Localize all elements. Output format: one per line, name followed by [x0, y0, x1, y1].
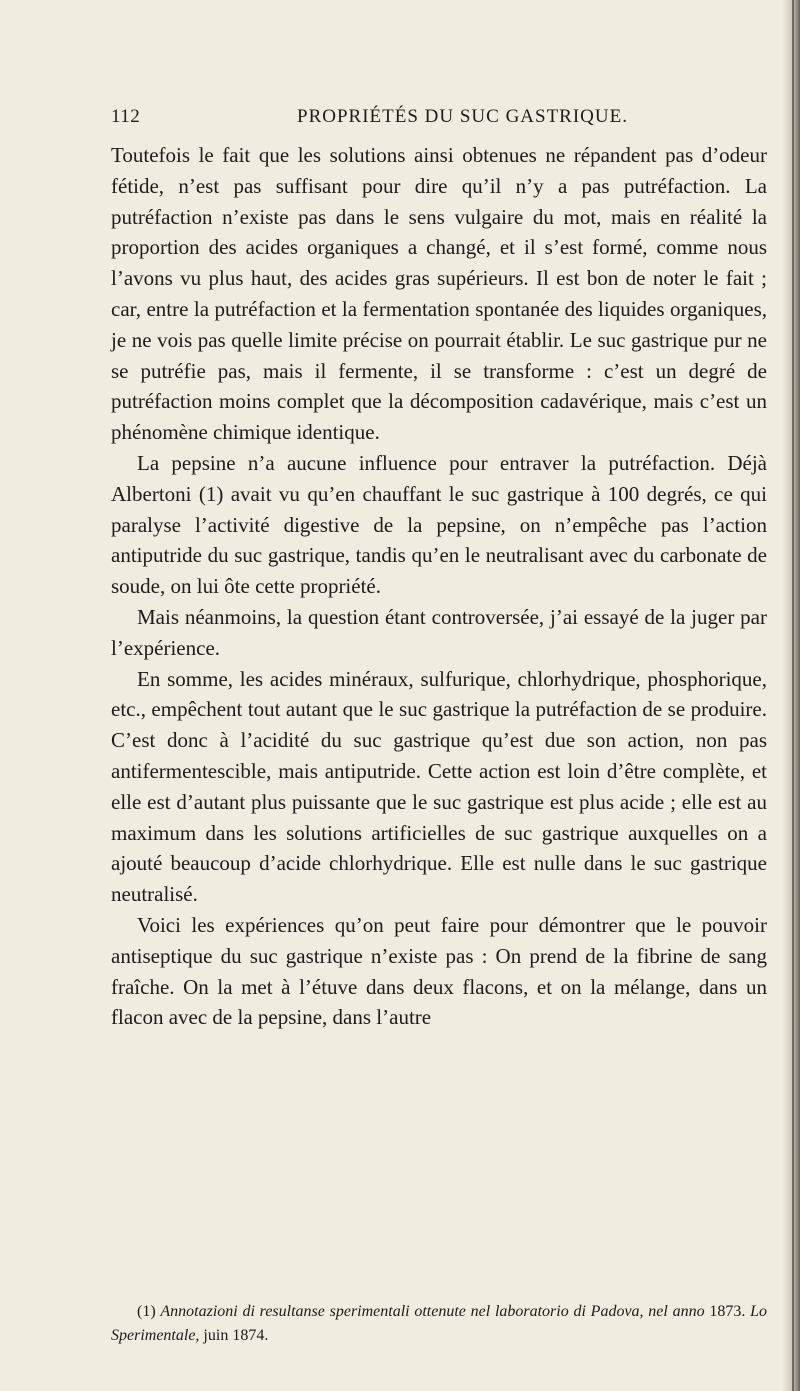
- paragraph: En somme, les acides minéraux, sulfurique, chlorhydrique, phosphorique, etc., empêchent tout autant que le suc gastrique la putréfaction de se produire. C’est donc à l’acidité du suc gastrique qu’est due son action, non pas antifermentescible, mais antiputride. Cette action est loin d’être complète, et elle est d’autant plus puissante que le suc gastrique est plus acide ; elle est au maximum dans les solutions artificielles de suc gastrique auxquelles on a ajouté beaucoup d’acide chlorhydrique. Elle est nulle dans le suc gastrique neutralisé.: [111, 666, 767, 907]
- paragraph: La pepsine n’a aucune influence pour entraver la putréfaction. Déjà Albertoni (1) avait vu qu’en chauffant le suc gastrique à 100 degrés, ce qui paralyse l’activité digestive de la pepsine, on n’empêche pas l’action antiputride du suc gastrique, tandis qu’en le neutralisant avec du carbonate de soude, on lui ôte cette propriété.: [111, 450, 767, 599]
- footnote-year: 1873.: [709, 1303, 746, 1320]
- paragraph: Mais néanmoins, la question étant controversée, j’ai essayé de la juger par l’expérience.: [111, 604, 767, 660]
- page-number: 112: [111, 106, 141, 127]
- paragraph-continued: Toutefois le fait que les solutions ainsi obtenues ne répandent pas d’odeur fétide, n’est pas suffisant pour dire qu’il n’y a pas putréfaction. La putréfaction n’existe pas dans le sens vulgaire du mot, mais en réalité la proportion des acides organiques a changé, et il s’est formé, comme nous l’avons vu plus haut, des acides gras supérieurs. Il est bon de noter le fait ; car, entre la putréfaction et la fermentation spontanée des liquides organiques, je ne vois pas quelle limite précise on pourrait établir. Le suc gastrique pur ne se putréfie pas, mais il fermente, il se transforme : c’est un degré de putréfaction moins complet que la décomposition cadavérique, mais c’est un phénomène chimique identique.: [111, 143, 767, 445]
- page-header: [111, 106, 771, 136]
- footnote-title: Annotazioni di resultanse sperimentali ottenute nel laboratorio di Padova, nel anno: [160, 1303, 705, 1320]
- footnote-journal: Lo Sperimentale,: [111, 1303, 767, 1344]
- running-title: PROPRIÉTÉS DU SUC GASTRIQUE.: [297, 106, 628, 127]
- footnote: [111, 1300, 767, 1348]
- footnote-marker: (1): [137, 1303, 156, 1320]
- page-edge-shadow: [782, 0, 800, 1391]
- footnote-text: [111, 1300, 767, 1348]
- paragraph: Voici les expériences qu’on peut faire pour démontrer que le pouvoir antiseptique du suc gastrique n’existe pas : On prend de la fibrine de sang fraîche. On la met à l’étuve dans deux flacons, et on la mélange, dans un flacon avec de la pepsine, dans l’autre: [111, 912, 767, 1030]
- page-edge-line: [792, 0, 794, 1391]
- footnote-date: juin 1874.: [203, 1327, 269, 1344]
- body-text: [111, 140, 767, 1033]
